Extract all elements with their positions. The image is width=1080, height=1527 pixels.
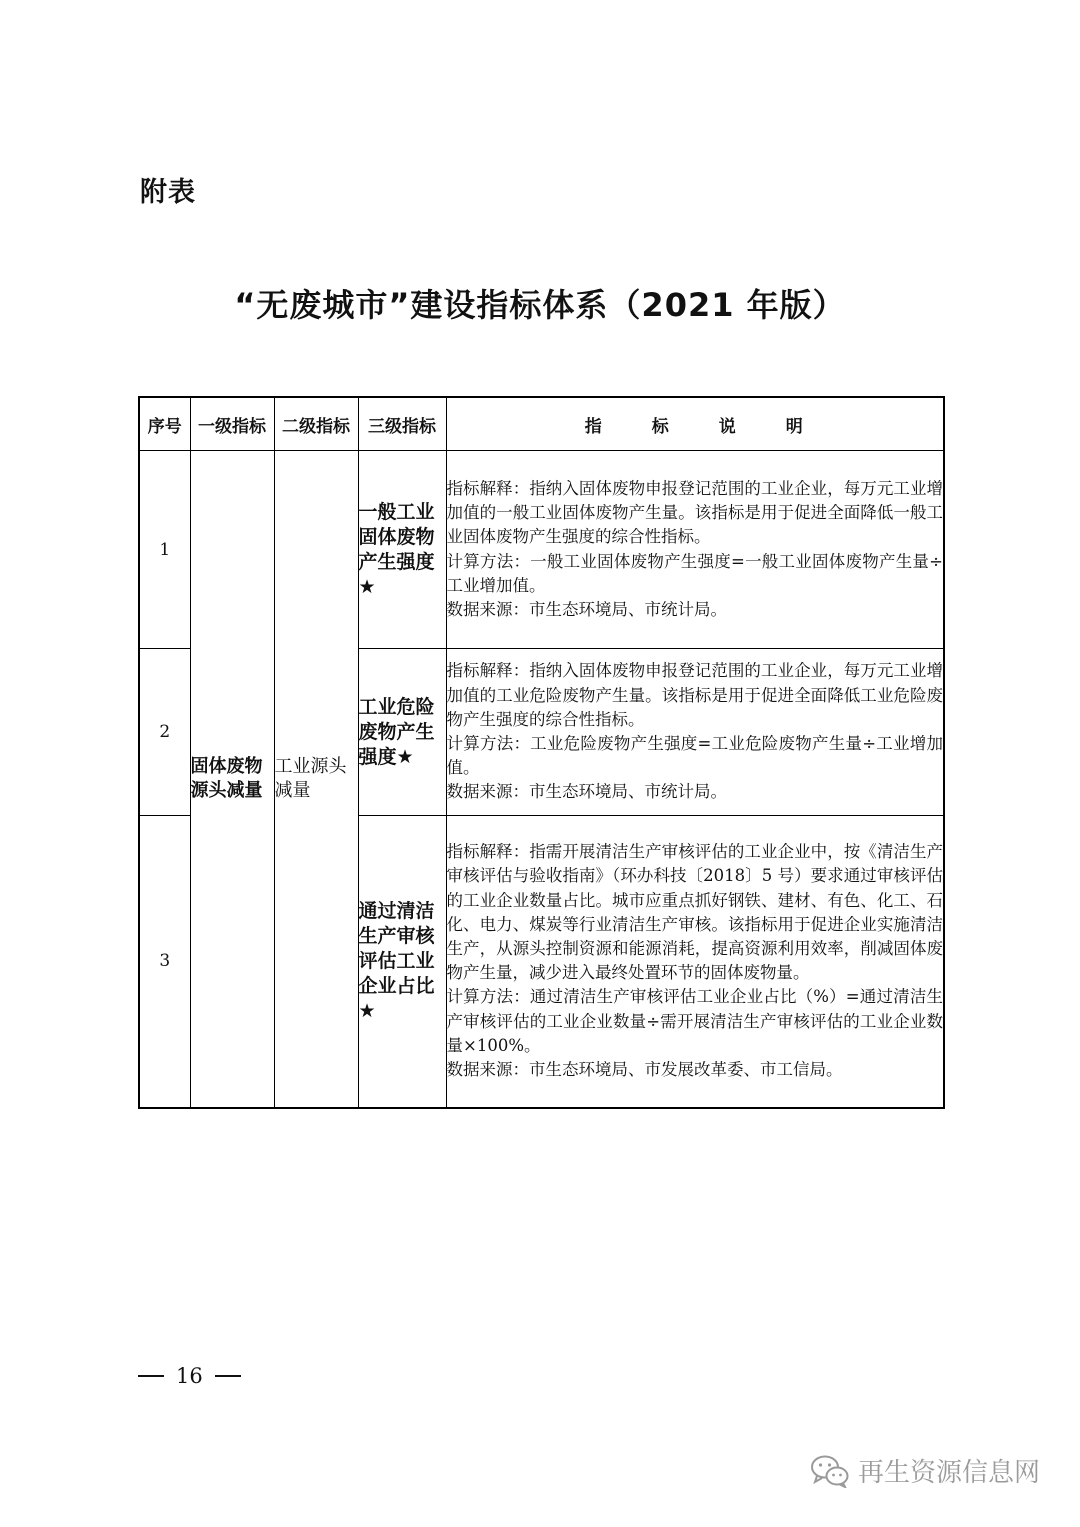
- desc-explanation: 指标解释：指需开展清洁生产审核评估的工业企业中，按《清洁生产审核评估与验收指南》（环办科技〔2018〕5 号）要求通过审核评估的工业企业数量占比。城市应重点抓好钢铁、建材、有色、化工、石化、电力、煤炭等行业清洁生产审核。该指标用于促进企业实施清洁生产，从源头控制资源和能源消耗，提高资源利用效率，削减固体废物产生量，减少进入最终处置环节的固体废物量。: [446, 842, 943, 983]
- row-seq: 1: [139, 451, 190, 649]
- header-desc-char: 指: [584, 416, 604, 437]
- header-desc: [446, 397, 944, 451]
- row-seq: 3: [139, 816, 190, 1108]
- table-row: [139, 451, 944, 649]
- level3-indicator: 工业危险废物产生强度★: [358, 649, 446, 816]
- table-header-row: [139, 397, 944, 451]
- indicator-description: [446, 649, 944, 816]
- page-number: [138, 1364, 241, 1388]
- desc-method: 计算方法：通过清洁生产审核评估工业企业占比（%）=通过清洁生产审核评估的工业企业数量÷需开展清洁生产审核评估的工业企业数量×100%。: [446, 987, 943, 1055]
- header-desc-char: 明: [785, 416, 805, 437]
- desc-explanation: 指标解释：指纳入固体废物申报登记范围的工业企业，每万元工业增加值的一般工业固体废物产生量。该指标是用于促进全面降低一般工业固体废物产生强度的综合性指标。: [446, 478, 943, 547]
- appendix-label: 附表: [140, 177, 196, 208]
- header-seq: 序号: [139, 397, 190, 451]
- desc-explanation: 指标解释：指纳入固体废物申报登记范围的工业企业，每万元工业增加值的工业危险废物产生量。该指标是用于促进全面降低工业危险废物产生强度的综合性指标。: [446, 661, 943, 729]
- desc-source: 数据来源：市生态环境局、市统计局。: [446, 782, 727, 802]
- desc-source: 数据来源：市生态环境局、市统计局。: [446, 599, 727, 619]
- level2-indicator: 工业源头减量: [274, 451, 358, 1108]
- indicator-table: [138, 396, 945, 1109]
- header-level1: 一级指标: [190, 397, 274, 451]
- level3-indicator: 一般工业固体废物产生强度★: [358, 451, 446, 649]
- page-number-value: 16: [176, 1364, 203, 1388]
- row-seq: 2: [139, 649, 190, 816]
- dash-left: [138, 1375, 164, 1377]
- watermark-text: 再生资源信息网: [857, 1458, 1040, 1488]
- dash-right: [215, 1375, 241, 1377]
- header-level2: 二级指标: [274, 397, 358, 451]
- desc-method: 计算方法：一般工业固体废物产生强度=一般工业固体废物产生量÷工业增加值。: [446, 551, 943, 595]
- header-desc-char: 标: [651, 416, 671, 437]
- header-desc-char: 说: [718, 416, 738, 437]
- level1-indicator: 固体废物源头减量: [190, 451, 274, 1108]
- desc-source: 数据来源：市生态环境局、市发展改革委、市工信局。: [446, 1060, 843, 1080]
- header-level3: 三级指标: [358, 397, 446, 451]
- level3-indicator: 通过清洁生产审核评估工业企业占比★: [358, 816, 446, 1108]
- wechat-icon: [810, 1454, 850, 1488]
- indicator-description: [446, 451, 944, 649]
- desc-method: 计算方法：工业危险废物产生强度=工业危险废物产生量÷工业增加值。: [446, 734, 943, 778]
- indicator-description: [446, 816, 944, 1108]
- page-title: “无废城市”建设指标体系（2021 年版）: [234, 286, 846, 324]
- watermark: [810, 1452, 1040, 1489]
